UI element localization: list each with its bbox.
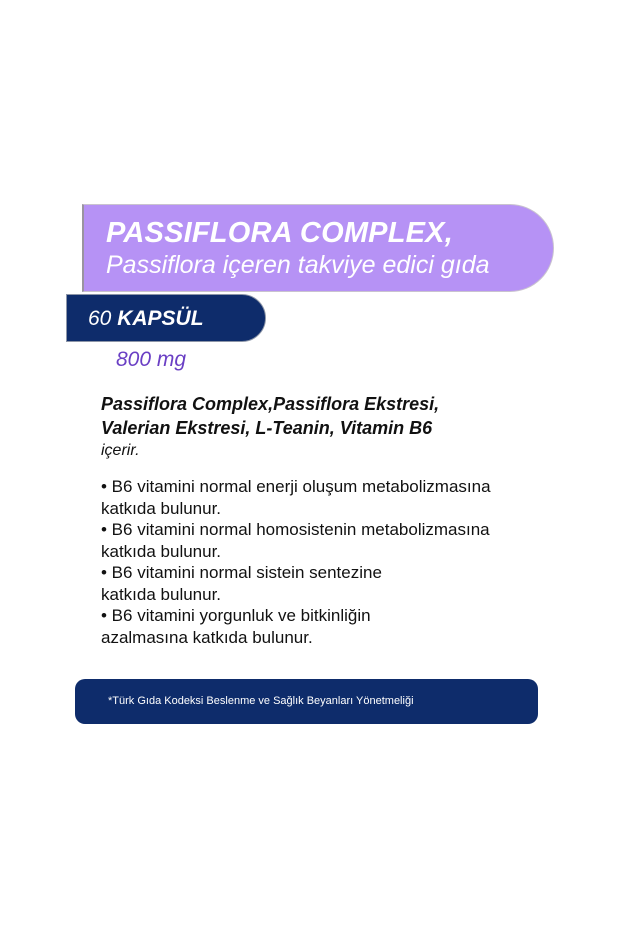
ingredients-list bbox=[101, 392, 439, 440]
ingredients-line: Passiflora Complex,Passiflora Ekstresi, bbox=[101, 394, 440, 414]
capsule-count bbox=[88, 307, 204, 331]
capsule-count-unit: KAPSÜL bbox=[117, 307, 204, 330]
claim-line: • B6 vitamini normal homosistenin metabolizmasına bbox=[101, 520, 490, 539]
capsule-count-number: 60 bbox=[88, 307, 112, 330]
claim-line: katkıda bulunur. bbox=[101, 541, 222, 561]
health-claims bbox=[101, 476, 491, 648]
claim-line: azalmasına katkıda bulunur. bbox=[101, 627, 313, 647]
ingredients-line: Valerian Ekstresi, L-Teanin, Vitamin B6 bbox=[101, 418, 433, 438]
claim-line: katkıda bulunur. bbox=[101, 584, 222, 604]
claim-line: • B6 vitamini normal enerji oluşum metabolizmasına bbox=[101, 477, 491, 496]
regulation-note: *Türk Gıda Kodeksi Beslenme ve Sağlık Beyanları Yönetmeliği bbox=[108, 695, 414, 707]
product-subtitle: Passiflora içeren takviye edici gıda bbox=[106, 251, 490, 279]
contains-label: içerir. bbox=[101, 442, 140, 459]
claim-line: • B6 vitamini normal sistein sentezine bbox=[101, 563, 382, 582]
claim-line: • B6 vitamini yorgunluk ve bitkinliğin bbox=[101, 606, 371, 625]
claim-line: katkıda bulunur. bbox=[101, 498, 222, 518]
product-title: PASSIFLORA COMPLEX, bbox=[106, 217, 453, 249]
dose: 800 mg bbox=[116, 348, 187, 371]
